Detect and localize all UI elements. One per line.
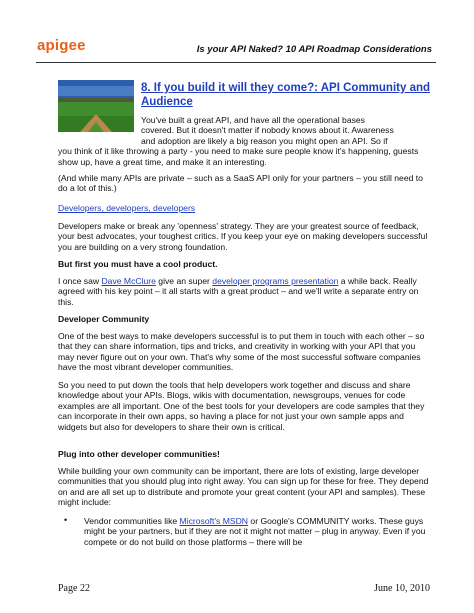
cool-product-heading: But first you must have a cool product. bbox=[58, 259, 218, 269]
intro-block bbox=[58, 115, 430, 167]
bullet-text-2: or Google's COMMUNITY works. These guys might be your partners, but if they are not it might not matter – plug in anyway. Even if you compete or do not build on those platforms – there will be bbox=[84, 516, 426, 547]
developers-link-row bbox=[58, 203, 430, 213]
plug-in-paragraph: While building your own community can be important, there are lots of existing, large developer communities that you should plug into right away. You can sign up for these for free. They depend on and are all set up to distribute and promote your great content (your API and samples). These might include: bbox=[58, 466, 429, 508]
header-title: Is your API Naked? 10 API Roadmap Considerations bbox=[196, 44, 432, 55]
header-divider bbox=[36, 62, 436, 63]
developers-link[interactable]: Developers, developers, developers bbox=[58, 203, 196, 213]
intro-line-3: and adoption are likely a big reason you might open an API. So if bbox=[141, 135, 388, 146]
cool-text-2: give an super bbox=[155, 276, 213, 286]
community-paragraph-1: One of the best ways to make developers successful is to put them in touch with each other – so that they can share information, tips and tricks, and creativity in working with your API that you may never figure out on your own. That's why some of the most successful software companies have the most vibrant developer communities. bbox=[58, 331, 425, 373]
apigee-logo: apigee bbox=[37, 37, 86, 54]
intro-line-1: You've built a great API, and have all the operational bases bbox=[141, 115, 365, 125]
intro-line-2: covered. But it doesn't matter if nobody knows about it. Awareness bbox=[141, 125, 394, 136]
cool-product-paragraph bbox=[58, 276, 430, 307]
developers-paragraph: Developers make or break any 'openness' strategy. They are your greatest source of feedback, your best advocates, your toughest critics. If you keep your eye on making developers successful you are building on a very strong foundation. bbox=[58, 221, 428, 252]
cool-text-1: I once saw bbox=[58, 276, 102, 286]
bullet-marker: • bbox=[64, 515, 68, 525]
community-paragraph-2: So you need to put down the tools that help developers work together and discuss and share knowledge about your APIs. Blogs, wikis with documentation, newsgroups, venues for code examples are all important. One of the best tools for your developers are code samples that they can incorporate in their own apps, so having a place for not just your own sample apps and widgets but also for developers to share their own is critical. bbox=[58, 380, 425, 432]
page-number: Page 22 bbox=[58, 583, 90, 594]
bullet-item bbox=[84, 516, 430, 547]
developer-community-heading: Developer Community bbox=[58, 314, 150, 324]
cool-text-3: a while back. Really agreed with his key point – it all starts with a great product – and we'll write a separate entry on this. bbox=[58, 276, 419, 307]
msdn-link[interactable]: Microsoft's MSDN bbox=[179, 516, 249, 526]
page-date: June 10, 2010 bbox=[374, 583, 430, 594]
dave-mcclure-link[interactable]: Dave McClure bbox=[101, 276, 156, 286]
bullet-text-1: Vendor communities like bbox=[84, 516, 180, 526]
plug-in-heading: Plug into other developer communities! bbox=[58, 449, 220, 459]
private-note: (And while many APIs are private – such as a SaaS API only for your partners – you still need to do a lot of this.) bbox=[58, 173, 423, 194]
intro-rest: you think of it like throwing a party - you need to make sure people know it's happening, guests show up, have a great time, and make it an interesting. bbox=[58, 146, 419, 167]
presentation-link[interactable]: developer programs presentation bbox=[212, 276, 339, 286]
section-title[interactable]: 8. If you build it will they come?: API Community and Audience bbox=[141, 82, 431, 108]
